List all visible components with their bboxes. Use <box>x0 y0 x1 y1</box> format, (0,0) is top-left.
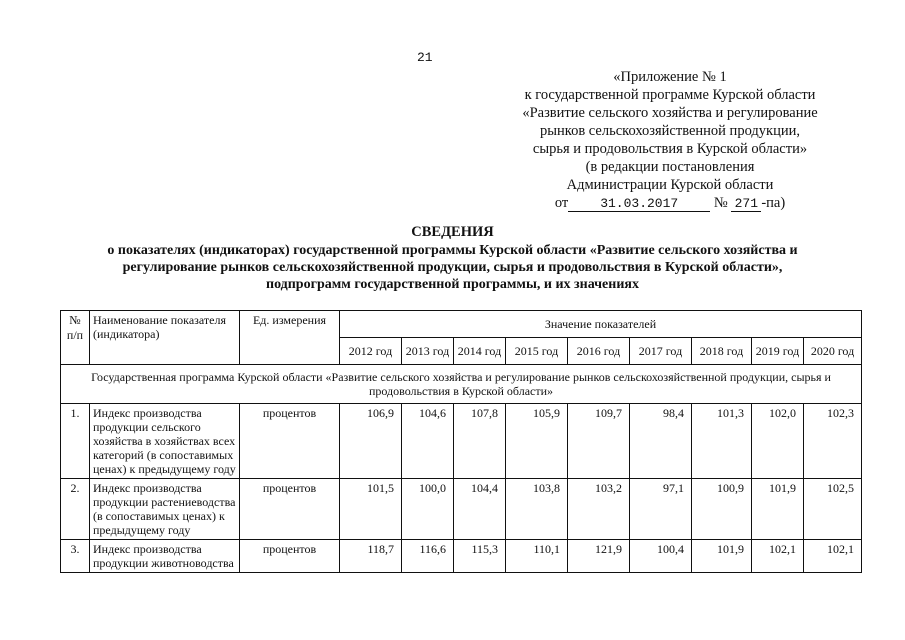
row-name: Индекс производства продукции растениеводства (в сопоставимых ценах) к предыдущему году <box>90 479 240 540</box>
year-header: 2012 год <box>340 338 402 365</box>
row-value: 102,1 <box>752 540 804 573</box>
row-num: 1. <box>61 404 90 479</box>
year-header: 2019 год <box>752 338 804 365</box>
row-unit: процентов <box>240 540 340 573</box>
year-header: 2015 год <box>506 338 568 365</box>
year-header: 2020 год <box>804 338 862 365</box>
appendix-line: сырья и продовольствия в Курской области» <box>532 141 808 157</box>
row-value: 103,2 <box>568 479 630 540</box>
table-row <box>61 404 862 479</box>
year-header: 2016 год <box>568 338 630 365</box>
heading-line: о показателях (индикаторах) государственной программы Курской области «Развитие сельского хозяйства и <box>107 243 798 258</box>
table-header-row <box>61 311 862 338</box>
appendix-block <box>470 68 870 212</box>
document-heading <box>30 224 875 293</box>
row-value: 101,9 <box>692 540 752 573</box>
row-value: 104,4 <box>454 479 506 540</box>
row-name: Индекс производства продукции сельского хозяйства в хозяйствах всех категорий (в сопоставимых ценах) к предыдущему году <box>90 404 240 479</box>
row-value: 115,3 <box>454 540 506 573</box>
number-suffix: -па) <box>761 195 786 211</box>
row-value: 107,8 <box>454 404 506 479</box>
row-value: 109,7 <box>568 404 630 479</box>
row-value: 101,9 <box>752 479 804 540</box>
year-header: 2014 год <box>454 338 506 365</box>
row-value: 97,1 <box>630 479 692 540</box>
appendix-date-line <box>470 194 870 212</box>
number-prefix: № <box>713 195 728 211</box>
table-row <box>61 540 862 573</box>
row-value: 100,9 <box>692 479 752 540</box>
indicators-table <box>60 310 862 573</box>
row-value: 102,0 <box>752 404 804 479</box>
heading-title: СВЕДЕНИЯ <box>411 224 494 240</box>
heading-line: подпрограмм государственной программы, и их значениях <box>266 277 639 292</box>
row-num: 3. <box>61 540 90 573</box>
appendix-line: (в редакции постановления <box>585 159 755 175</box>
date-prefix: от <box>554 195 569 211</box>
row-value: 121,9 <box>568 540 630 573</box>
resolution-number: 271 <box>731 197 761 212</box>
row-value: 98,4 <box>630 404 692 479</box>
row-unit: процентов <box>240 479 340 540</box>
row-value: 105,9 <box>506 404 568 479</box>
row-value: 101,5 <box>340 479 402 540</box>
row-value: 106,9 <box>340 404 402 479</box>
header-num: № п/п <box>61 311 90 365</box>
header-unit: Ед. измерения <box>240 311 340 365</box>
row-name: Индекс производства продукции животноводства <box>90 540 240 573</box>
header-name: Наименование показателя (индикатора) <box>90 311 240 365</box>
appendix-line: Администрации Курской области <box>566 177 774 193</box>
appendix-line: «Развитие сельского хозяйства и регулирование <box>522 105 818 121</box>
page-number: 21 <box>417 50 433 65</box>
row-value: 102,3 <box>804 404 862 479</box>
header-values: Значение показателей <box>340 311 862 338</box>
heading-line: регулирование рынков сельскохозяйственной продукции, сырья и продовольствия в Курской области», <box>122 260 783 275</box>
appendix-line: к государственной программе Курской области <box>524 87 816 103</box>
row-value: 110,1 <box>506 540 568 573</box>
year-header: 2018 год <box>692 338 752 365</box>
row-value: 102,5 <box>804 479 862 540</box>
row-value: 116,6 <box>402 540 454 573</box>
row-value: 100,0 <box>402 479 454 540</box>
row-num: 2. <box>61 479 90 540</box>
resolution-date: 31.03.2017 <box>568 197 710 212</box>
table-row <box>61 479 862 540</box>
row-value: 118,7 <box>340 540 402 573</box>
year-header: 2017 год <box>630 338 692 365</box>
row-value: 101,3 <box>692 404 752 479</box>
appendix-line: рынков сельскохозяйственной продукции, <box>540 123 800 139</box>
row-value: 100,4 <box>630 540 692 573</box>
appendix-line: «Приложение № 1 <box>613 69 727 85</box>
row-value: 102,1 <box>804 540 862 573</box>
row-value: 104,6 <box>402 404 454 479</box>
row-value: 103,8 <box>506 479 568 540</box>
row-unit: процентов <box>240 404 340 479</box>
table-section-row <box>61 365 862 404</box>
year-header: 2013 год <box>402 338 454 365</box>
section-title: Государственная программа Курской области «Развитие сельского хозяйства и регулирование рынков сельскохозяйственной продукции, сырья и продовольствия в Курской области» <box>61 365 862 404</box>
